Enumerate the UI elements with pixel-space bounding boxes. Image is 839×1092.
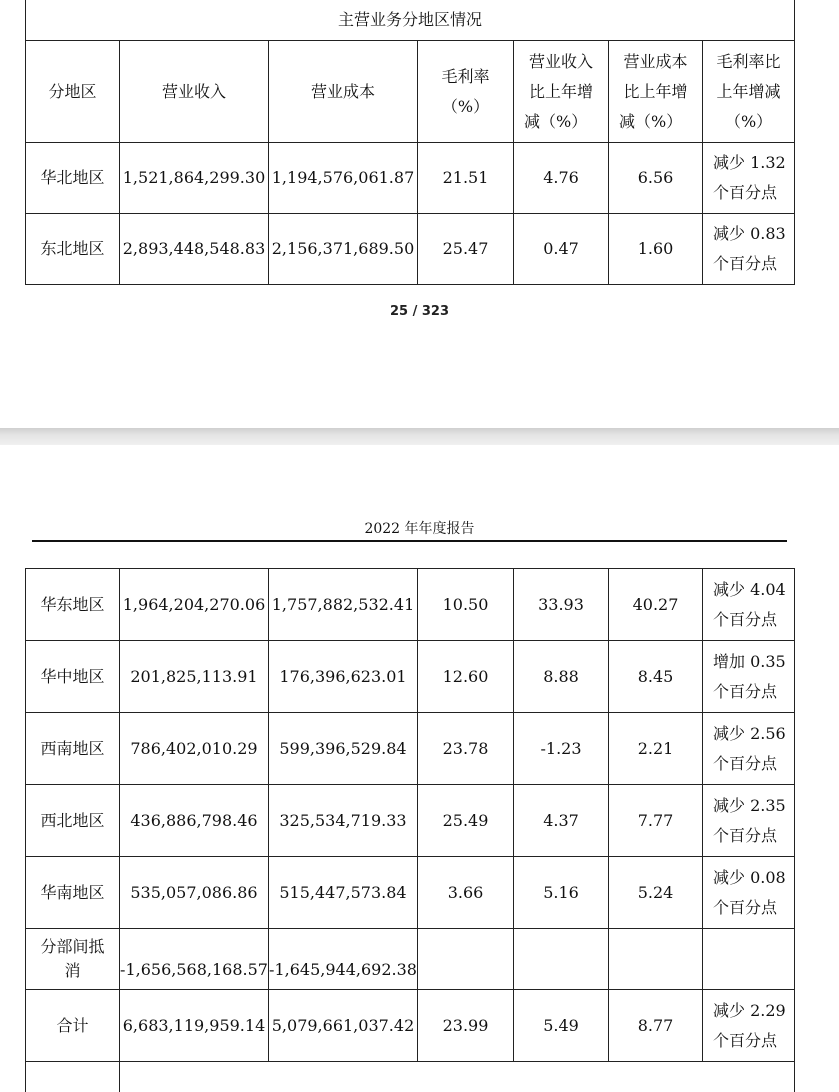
margin-change-unit: 个百分点: [713, 893, 794, 923]
table-row: [26, 143, 795, 214]
cell-revenue: 1,964,204,270.06: [120, 569, 269, 641]
cell-rev-change: 8.88: [514, 641, 609, 713]
header-rev-change-line3: 减（%）: [514, 107, 608, 137]
region-line2: 消: [26, 959, 119, 983]
table-caption: 主营业务分地区情况: [26, 0, 795, 41]
cell-rev-change: [514, 929, 609, 990]
table-row: [26, 214, 795, 285]
cell-margin-change: [703, 143, 795, 214]
table-row: [26, 857, 795, 929]
header-margin-change-line3: （%）: [703, 107, 794, 137]
cell-cost: 515,447,573.84: [269, 857, 418, 929]
cell-margin-change: [703, 785, 795, 857]
header-region: 分地区: [26, 41, 120, 143]
cell-region: 华南地区: [26, 857, 120, 929]
cell-margin-change: [703, 713, 795, 785]
table-row: [26, 641, 795, 713]
regional-business-table-part2: [25, 568, 795, 1092]
cell-margin-change: [703, 929, 795, 990]
margin-change-value: 减少 1.32: [713, 148, 794, 178]
margin-change-unit: 个百分点: [713, 178, 794, 208]
header-cost-change-line1: 营业成本: [609, 47, 702, 77]
cell-rev-change: 5.16: [514, 857, 609, 929]
region-line1: 分部间抵: [26, 935, 119, 959]
cell-cost-change: 8.45: [609, 641, 703, 713]
cell-region: 华中地区: [26, 641, 120, 713]
header-rev-change-line2: 比上年增: [514, 77, 608, 107]
cell-margin: 10.50: [418, 569, 514, 641]
header-rev-change-line1: 营业收入: [514, 47, 608, 77]
cell-margin: 12.60: [418, 641, 514, 713]
cell-rev-change: 5.49: [514, 990, 609, 1062]
cell-revenue: 786,402,010.29: [120, 713, 269, 785]
cell-cost: 599,396,529.84: [269, 713, 418, 785]
margin-change-value: 减少 0.83: [713, 219, 794, 249]
margin-change-value: 减少 2.29: [713, 996, 794, 1026]
margin-change-unit: 个百分点: [713, 605, 794, 635]
cell-region: 合计: [26, 990, 120, 1062]
document-page-25: [0, 0, 839, 428]
cell-margin-change: [703, 857, 795, 929]
table-row-continuation: [26, 1062, 795, 1092]
regional-business-table-part1: [25, 0, 795, 285]
table-row: [26, 713, 795, 785]
table-header-row: [26, 41, 795, 143]
header-margin: [418, 41, 514, 143]
cell-cost-change: 40.27: [609, 569, 703, 641]
cell-margin: 23.99: [418, 990, 514, 1062]
cell-rev-change: 4.76: [514, 143, 609, 214]
header-margin-change-line2: 上年增减: [703, 77, 794, 107]
cell-cost-change: [609, 929, 703, 990]
cell-cost-change: 6.56: [609, 143, 703, 214]
report-header-title: 2022 年年度报告: [0, 518, 839, 538]
header-cost: 营业成本: [269, 41, 418, 143]
cell-continuation: [26, 1062, 120, 1092]
margin-change-value: 减少 0.08: [713, 863, 794, 893]
document-page-26: [0, 445, 839, 1074]
page-number: 25 / 323: [0, 304, 839, 319]
header-margin-change-line1: 毛利率比: [703, 47, 794, 77]
cell-revenue: 201,825,113.91: [120, 641, 269, 713]
cell-margin: 23.78: [418, 713, 514, 785]
table-row-elimination: [26, 929, 795, 990]
cell-rev-change: 0.47: [514, 214, 609, 285]
cell-revenue: 6,683,119,959.14: [120, 990, 269, 1062]
cell-region: [26, 929, 120, 990]
cell-cost: 1,757,882,532.41: [269, 569, 418, 641]
cell-margin: 25.47: [418, 214, 514, 285]
cell-margin: 3.66: [418, 857, 514, 929]
cell-revenue: 2,893,448,548.83: [120, 214, 269, 285]
cell-margin: [418, 929, 514, 990]
cell-cost: 1,194,576,061.87: [269, 143, 418, 214]
cell-cost-change: 5.24: [609, 857, 703, 929]
page-separator: [0, 428, 839, 445]
cell-rev-change: -1.23: [514, 713, 609, 785]
cell-cost: 2,156,371,689.50: [269, 214, 418, 285]
margin-change-unit: 个百分点: [713, 821, 794, 851]
cell-region: 华北地区: [26, 143, 120, 214]
cell-revenue: 1,521,864,299.30: [120, 143, 269, 214]
cell-margin-change: [703, 214, 795, 285]
cell-cost: 5,079,661,037.42: [269, 990, 418, 1062]
table-row-total: [26, 990, 795, 1062]
cell-margin-change: [703, 569, 795, 641]
cell-revenue: 535,057,086.86: [120, 857, 269, 929]
cell-cost-change: 8.77: [609, 990, 703, 1062]
margin-change-unit: 个百分点: [713, 249, 794, 279]
table-row: [26, 569, 795, 641]
cell-cost: 325,534,719.33: [269, 785, 418, 857]
header-margin-line2: （%）: [418, 92, 513, 122]
cell-revenue: 436,886,798.46: [120, 785, 269, 857]
cell-continuation: [120, 1062, 795, 1092]
cell-cost: -1,645,944,692.38: [269, 929, 418, 990]
table-caption-row: [26, 0, 795, 41]
cell-region: 西南地区: [26, 713, 120, 785]
header-revenue: 营业收入: [120, 41, 269, 143]
cell-margin-change: [703, 990, 795, 1062]
cell-revenue: -1,656,568,168.57: [120, 929, 269, 990]
margin-change-unit: 个百分点: [713, 677, 794, 707]
header-revenue-change: [514, 41, 609, 143]
cell-margin-change: [703, 641, 795, 713]
header-margin-change: [703, 41, 795, 143]
cell-cost: 176,396,623.01: [269, 641, 418, 713]
cell-cost-change: 1.60: [609, 214, 703, 285]
header-margin-line1: 毛利率: [418, 62, 513, 92]
margin-change-value: 减少 2.56: [713, 719, 794, 749]
cell-region: 东北地区: [26, 214, 120, 285]
header-cost-change-line2: 比上年增: [609, 77, 702, 107]
cell-margin: 25.49: [418, 785, 514, 857]
cell-region: 西北地区: [26, 785, 120, 857]
margin-change-unit: 个百分点: [713, 1026, 794, 1056]
table-row: [26, 785, 795, 857]
cell-cost-change: 7.77: [609, 785, 703, 857]
header-cost-change: [609, 41, 703, 143]
margin-change-value: 增加 0.35: [713, 647, 794, 677]
margin-change-value: 减少 4.04: [713, 575, 794, 605]
header-cost-change-line3: 减（%）: [609, 107, 702, 137]
margin-change-unit: 个百分点: [713, 749, 794, 779]
cell-cost-change: 2.21: [609, 713, 703, 785]
cell-rev-change: 33.93: [514, 569, 609, 641]
cell-margin: 21.51: [418, 143, 514, 214]
margin-change-value: 减少 2.35: [713, 791, 794, 821]
cell-rev-change: 4.37: [514, 785, 609, 857]
header-rule: [32, 540, 787, 542]
cell-region: 华东地区: [26, 569, 120, 641]
